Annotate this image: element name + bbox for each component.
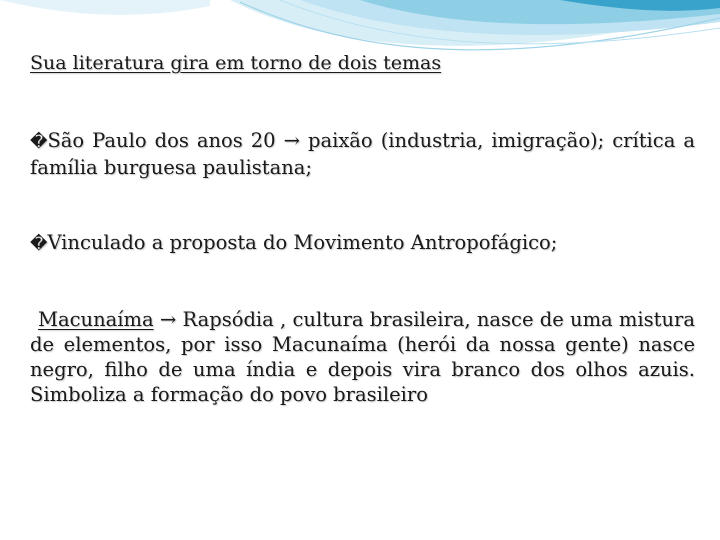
bullet-antropofagico: [30, 230, 695, 257]
right-arrow-icon: →: [283, 129, 300, 152]
paragraph-macunaima: [30, 307, 695, 407]
macunaima-description: Rapsódia , cultura brasileira, nasce de uma mistura de elementos, por isso Macunaíma (herói da nossa gente) nasce negro, filho de uma índia e depois vira branco dos olhos azuis. Simboliza a formação do povo brasileiro: [30, 308, 695, 406]
bullet-antropofagico-text: Vinculado a proposta do Movimento Antropofágico;: [47, 231, 558, 254]
bullet-glyph: �: [30, 132, 48, 152]
right-arrow-icon: →: [159, 308, 177, 331]
slide-heading: Sua literatura gira em torno de dois temas: [30, 52, 442, 74]
bullet-sao-paulo: [30, 128, 695, 180]
bullet-sao-paulo-text-2: paixão (industria, imigração); crítica a família burguesa paulistana;: [30, 129, 695, 179]
macunaima-term: Macunaíma: [38, 308, 154, 331]
bullet-sao-paulo-text-1: São Paulo dos anos 20: [47, 129, 276, 152]
bullet-glyph: �: [30, 234, 48, 254]
